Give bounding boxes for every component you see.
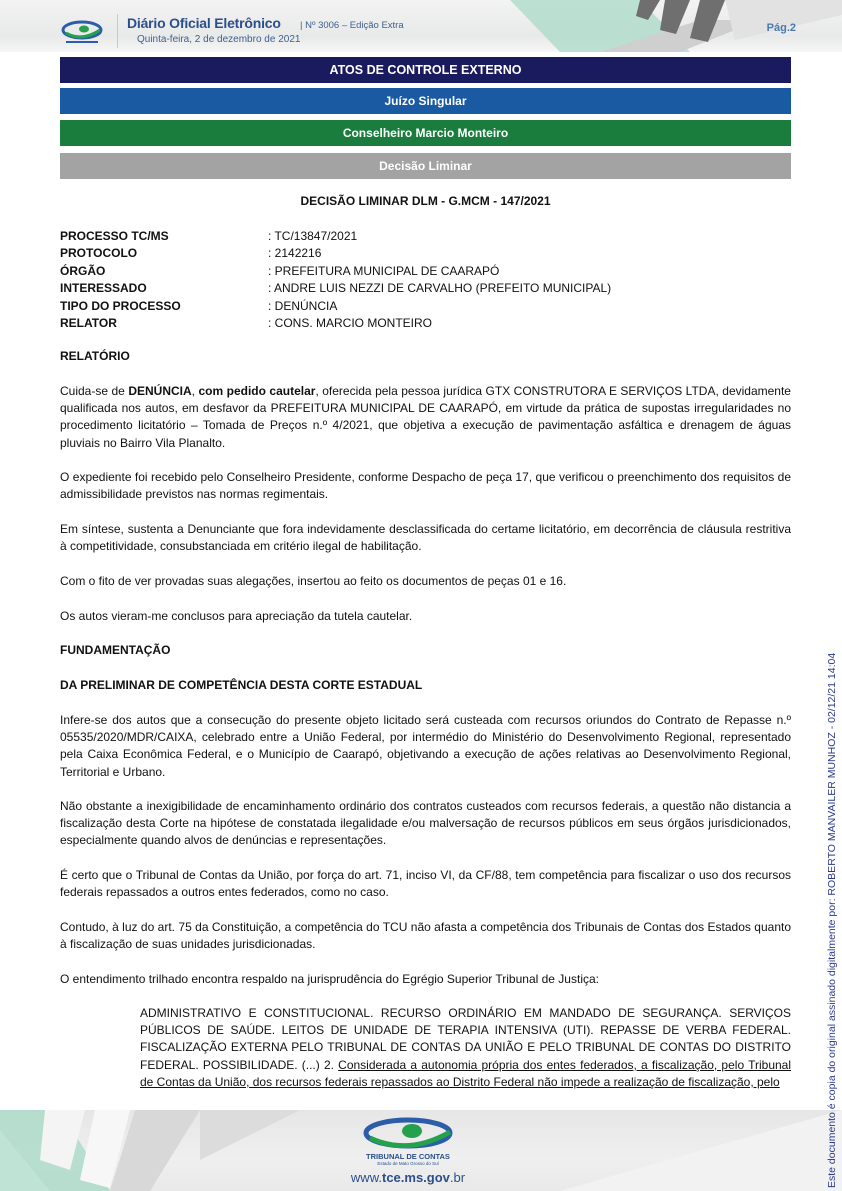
digital-signature-stamp: Este documento é copia do original assinado digitalmente por: ROBERTO MANVAILER MUNHOZ - 02/12/21 14:04 <box>826 652 838 1188</box>
text-run: Cuida-se de <box>60 384 129 398</box>
paragraph-conclusos: Os autos vieram-me conclusos para apreciação da tutela cautelar. <box>60 609 413 623</box>
paragraph-denuncia <box>60 383 791 452</box>
footer-website-link[interactable] <box>340 1170 476 1185</box>
paragraph-alegacoes: Com o fito de ver provadas suas alegações, insertou ao feito os documentos de peças 01 e 16. <box>60 574 567 588</box>
page-header <box>0 0 842 52</box>
page-number: Pág.2 <box>766 22 796 34</box>
footer-org-name: TRIBUNAL DE CONTAS <box>366 1152 450 1161</box>
metadata-row <box>60 263 791 280</box>
metadata-value: : 2142216 <box>268 246 322 261</box>
metadata-row <box>60 228 791 245</box>
paragraph-jurisprudencia: O entendimento trilhado encontra respaldo na jurisprudência do Egrégio Superior Tribunal de Justiça: <box>60 972 599 986</box>
document-title: DECISÃO LIMINAR DLM - G.MCM - 147/2021 <box>300 194 551 208</box>
quote-text: ADMINISTRATIVO E CONSTITUCIONAL. RECURSO ORDINÁRIO EM MANDADO DE SEGURANÇA. SERVIÇOS PÚBLICOS DE SAÚDE. LEITOS DE UNIDADE DE TERAPIA INTENSIVA (UTI). REPASSE DE VERBA FEDERAL. FISCALIZAÇÃO EXTERNA PELO TRIBUNAL DE CONTAS DA UNIÃO E PELO TRIBUNAL DE CONTAS DO DISTRITO FEDERAL. POSSIBILIDADE. (...) 2. <box>140 1006 791 1072</box>
paragraph-recursos: Infere-se dos autos que a consecução do presente objeto licitado será custeada com recursos oriundos do Contrato de Repasse n.º 05535/2020/MDR/CAIXA, celebrado entre a União Federal, por intermédio do Ministério do Desenvolvimento Regional, representado pela Caixa Econômica Federal, e o Município de Caarapó, objetivando a execução de ações relativas ao Desenvolvimento Regional, Territorial e Urbano. <box>60 713 791 779</box>
preliminar-heading: DA PRELIMINAR DE COMPETÊNCIA DESTA CORTE ESTADUAL <box>60 678 423 692</box>
relatorio-heading: RELATÓRIO <box>60 349 130 363</box>
metadata-label: TIPO DO PROCESSO <box>60 298 181 313</box>
bold-text: com pedido cautelar <box>198 384 316 398</box>
url-prefix: www. <box>350 1170 382 1185</box>
url-domain: tce.ms.gov <box>381 1170 450 1185</box>
process-metadata <box>60 228 791 332</box>
metadata-row <box>60 315 791 332</box>
paragraph-art75: Contudo, à luz do art. 75 da Constituição, a competência do TCU não afasta a competência dos Tribunais de Contas dos Estados quanto à fiscalização de suas unidades jurisdicionadas. <box>60 920 791 952</box>
metadata-row <box>60 280 791 297</box>
jurisprudence-quote <box>140 1005 791 1091</box>
header-separator <box>117 14 118 48</box>
metadata-label: RELATOR <box>60 316 117 331</box>
edition-number: | Nº 3006 – Edição Extra <box>300 20 404 31</box>
paragraph-tcu: É certo que o Tribunal de Contas da União, por força do art. 71, inciso VI, da CF/88, tem competência para fiscalizar o uso dos recursos federais repassados a outros entes federados, como no caso. <box>60 868 791 900</box>
footer-logo-icon <box>360 1116 456 1152</box>
metadata-value: : PREFEITURA MUNICIPAL DE CAARAPÓ <box>268 263 500 278</box>
tribunal-de-contas-logo-icon <box>60 20 104 46</box>
bold-text: DENÚNCIA <box>128 384 192 398</box>
counselor-band: Conselheiro Marcio Monteiro <box>60 120 791 146</box>
metadata-label: ÓRGÃO <box>60 263 106 278</box>
metadata-label: PROTOCOLO <box>60 246 138 261</box>
quote-underlined-text: Considerada a autonomia própria dos entes federados, a fiscalização, pelo Tribunal de Contas da União, dos recursos federais repassados ao Distrito Federal não impede a realização de fiscalização, pelo <box>140 1057 792 1089</box>
metadata-value: : DENÚNCIA <box>268 298 338 313</box>
metadata-value: : CONS. MARCIO MONTEIRO <box>268 316 433 331</box>
metadata-value: : ANDRE LUIS NEZZI DE CARVALHO (PREFEITO MUNICIPAL) <box>268 281 612 296</box>
act-type-band: Decisão Liminar <box>60 153 791 179</box>
page-footer <box>0 1110 842 1191</box>
subsection-band: Juízo Singular <box>60 88 791 114</box>
section-band: ATOS DE CONTROLE EXTERNO <box>60 57 791 83</box>
metadata-value: : TC/13847/2021 <box>268 229 358 243</box>
url-suffix: .br <box>449 1170 466 1185</box>
paragraph-sintese: Em síntese, sustenta a Denunciante que fora indevidamente desclassificada do certame licitatório, em decorrência de cláusula restritiva à competitividade, consubstanciada em critério ilegal de habilitação. <box>60 522 791 554</box>
paragraph-fiscalizacao: Não obstante a inexigibilidade de encaminhamento ordinário dos contratos custeados com recursos federais, a questão não distancia a fiscalização desta Corte na hipótese de constatada ilegalidade e/ou malversação de recursos públicos em seus órgãos jurisdicionados, especialmente quando alvos de denúncias e representações. <box>60 799 791 848</box>
footer-org-subtitle: Estado de Mato Grosso do Sul <box>377 1161 439 1166</box>
metadata-label: PROCESSO TC/MS <box>60 229 169 243</box>
metadata-row <box>60 245 791 262</box>
metadata-row <box>60 298 791 315</box>
text-run: , <box>191 384 199 398</box>
publication-title: Diário Oficial Eletrônico <box>127 15 281 31</box>
text-run: , oferecida pela pessoa jurídica GTX CONSTRUTORA E SERVIÇOS LTDA, devidamente qualificada nos autos, em desfavor da PREFEITURA MUNICIPAL DE CAARAPÓ, em virtude da prática de supostas irregularidades no procedimento licitatório – Tomada de Preços n.º 4/2021, que objetiva a execução de pavimentação asfáltica e drenagem de águas pluviais no Bairro Vila Planalto. <box>60 384 791 450</box>
publication-date: Quinta-feira, 2 de dezembro de 2021 <box>137 34 301 45</box>
metadata-label: INTERESSADO <box>60 281 147 296</box>
paragraph-expediente: O expediente foi recebido pelo Conselheiro Presidente, conforme Despacho de peça 17, que verificou o preenchimento dos requisitos de admissibilidade previstos nas normas regimentais. <box>60 470 791 502</box>
fundamentacao-heading: FUNDAMENTAÇÃO <box>60 643 171 657</box>
